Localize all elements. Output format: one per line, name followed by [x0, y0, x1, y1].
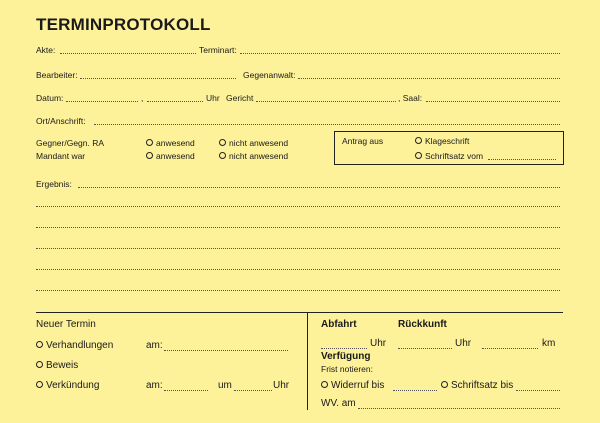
- bearbeiter-field[interactable]: [80, 78, 236, 79]
- verkuendung-option[interactable]: Verkündung: [36, 381, 99, 391]
- bearbeiter-label: Bearbeiter:: [36, 70, 78, 80]
- radio-circle-icon: [321, 381, 328, 388]
- radio-circle-icon: [36, 381, 43, 388]
- abfahrt-field[interactable]: [321, 348, 367, 349]
- column-divider: [307, 312, 308, 410]
- radio-circle-icon: [36, 361, 43, 368]
- verkuendung-uhr-label: Uhr: [273, 380, 290, 391]
- akte-label: Akte:: [36, 45, 56, 55]
- verhandlungen-option[interactable]: Verhandlungen: [36, 341, 113, 351]
- wv-label: WV. am: [321, 398, 356, 409]
- section-divider: [36, 312, 563, 313]
- ergebnis-line[interactable]: [36, 290, 560, 291]
- gericht-field[interactable]: [256, 101, 396, 102]
- antrag-label: Antrag aus: [342, 136, 384, 146]
- uhrzeit-field[interactable]: [147, 101, 203, 102]
- ergebnis-label: Ergebnis:: [36, 179, 72, 189]
- mandant-label: Mandant war: [36, 151, 86, 161]
- km-field[interactable]: [482, 348, 538, 349]
- mandant-nicht-anwesend-option[interactable]: nicht anwesend: [219, 151, 288, 161]
- verfuegung-heading: Verfügung: [321, 351, 371, 362]
- schriftsatz-vom-field[interactable]: [488, 159, 556, 160]
- ergebnis-line[interactable]: [36, 269, 560, 270]
- verhandlungen-am-label: am:: [146, 340, 163, 351]
- verkuendung-am-field[interactable]: [164, 390, 208, 391]
- km-label: km: [542, 338, 556, 349]
- radio-circle-icon: [146, 152, 153, 159]
- abfahrt-uhr-label: Uhr: [370, 338, 387, 349]
- schriftsatz-bis-field[interactable]: [516, 390, 560, 391]
- rueckkunft-heading: Rückkunft: [398, 319, 447, 330]
- saal-label: , Saal:: [398, 93, 423, 103]
- radio-circle-icon: [441, 381, 448, 388]
- frist-label: Frist notieren:: [321, 364, 373, 374]
- gegenanwalt-label: Gegenanwalt:: [243, 70, 296, 80]
- gegner-label: Gegner/Gegn. RA: [36, 138, 105, 148]
- rueckkunft-uhr-label: Uhr: [455, 338, 472, 349]
- terminart-field[interactable]: [240, 53, 560, 54]
- radio-circle-icon: [219, 152, 226, 159]
- radio-circle-icon: [415, 137, 422, 144]
- rueckkunft-field[interactable]: [398, 348, 452, 349]
- neuer-termin-heading: Neuer Termin: [36, 319, 96, 330]
- verhandlungen-am-field[interactable]: [164, 350, 288, 351]
- gericht-label: Gericht: [226, 93, 254, 103]
- radio-circle-icon: [219, 139, 226, 146]
- widerruf-option[interactable]: Widerruf bis: [321, 381, 384, 391]
- ergebnis-line[interactable]: [36, 248, 560, 249]
- wv-field[interactable]: [358, 408, 560, 409]
- datum-comma: ,: [141, 93, 144, 103]
- datum-field[interactable]: [66, 101, 138, 102]
- akte-field[interactable]: [60, 53, 196, 54]
- terminart-label: Terminart:: [199, 45, 237, 55]
- radio-circle-icon: [36, 341, 43, 348]
- page-title: TERMINPROTOKOLL: [36, 15, 211, 34]
- ort-field[interactable]: [94, 124, 560, 125]
- schriftsatz-bis-option[interactable]: Schriftsatz bis: [441, 381, 513, 391]
- gegenanwalt-field[interactable]: [298, 78, 560, 79]
- gegner-nicht-anwesend-option[interactable]: nicht anwesend: [219, 138, 288, 148]
- ort-label: Ort/Anschrift:: [36, 116, 86, 126]
- schriftsatz-vom-option[interactable]: Schriftsatz vom: [415, 151, 483, 161]
- radio-circle-icon: [415, 152, 422, 159]
- gegner-anwesend-option[interactable]: anwesend: [146, 138, 195, 148]
- verkuendung-um-label: um: [218, 380, 232, 391]
- beweis-option[interactable]: Beweis: [36, 361, 78, 371]
- abfahrt-heading: Abfahrt: [321, 319, 357, 330]
- klageschrift-option[interactable]: Klageschrift: [415, 136, 469, 146]
- ergebnis-line[interactable]: [36, 206, 560, 207]
- widerruf-field[interactable]: [393, 390, 437, 391]
- radio-circle-icon: [146, 139, 153, 146]
- saal-field[interactable]: [426, 101, 560, 102]
- verkuendung-am-label: am:: [146, 380, 163, 391]
- ergebnis-line[interactable]: [78, 187, 560, 188]
- ergebnis-line[interactable]: [36, 227, 560, 228]
- datum-label: Datum:: [36, 93, 64, 103]
- uhr-label: Uhr: [206, 93, 220, 103]
- verkuendung-um-field[interactable]: [234, 390, 272, 391]
- mandant-anwesend-option[interactable]: anwesend: [146, 151, 195, 161]
